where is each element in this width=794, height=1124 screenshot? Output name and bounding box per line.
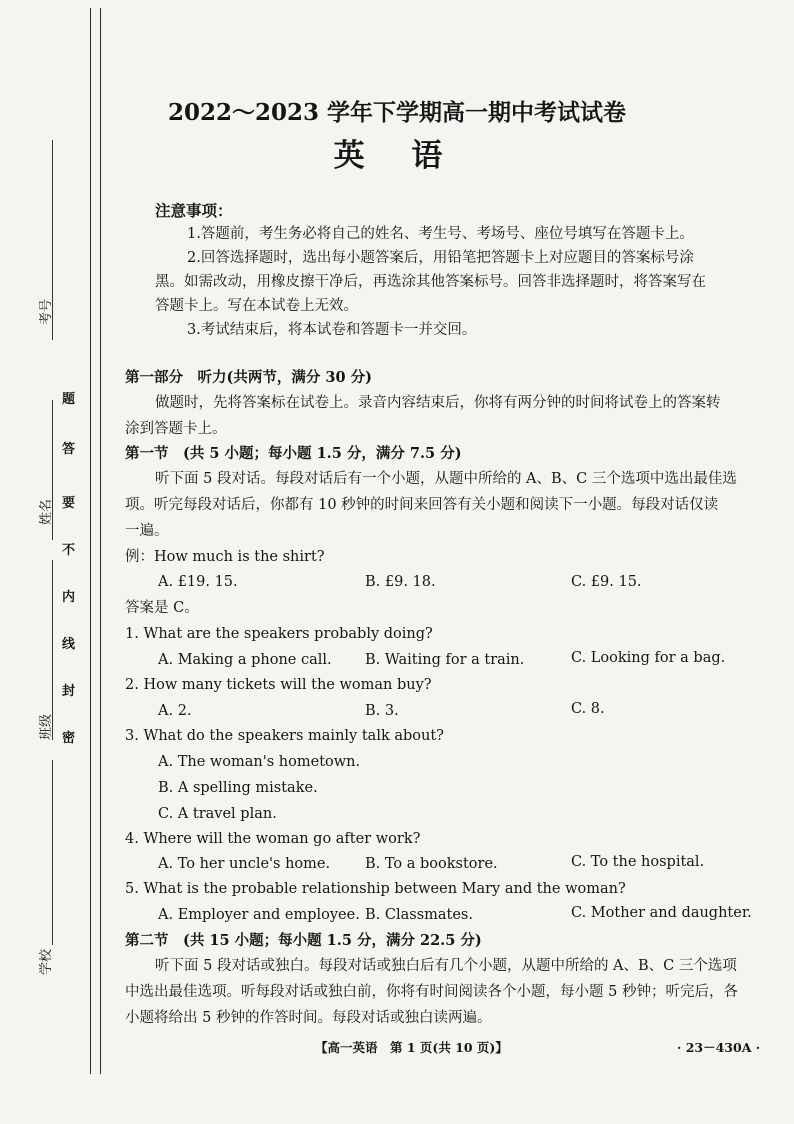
question-option: A. Employer and employee.	[158, 907, 360, 923]
exam-code: · 23－430A ·	[677, 1040, 761, 1055]
field-label-name: 姓名	[39, 498, 54, 525]
part1-intro-line: 涂到答题卡上。	[125, 421, 227, 437]
question-option: C. Looking for a bag.	[571, 650, 726, 666]
section1-heading: 第一节 (共 5 小题；每小题 1.5 分，满分 7.5 分)	[125, 445, 462, 462]
question-option: C. 8.	[571, 701, 605, 717]
seal-char: 题	[62, 392, 76, 407]
seal-char: 线	[62, 637, 76, 652]
seal-char: 封	[62, 684, 76, 699]
example-answer: 答案是 C。	[125, 600, 199, 616]
field-label-school: 学校	[39, 948, 54, 975]
section1-intro-line: 一遍。	[125, 523, 169, 539]
part1-intro-line: 做题时，先将答案标在试卷上。录音内容结束后，你将有两分钟的时间将试卷上的答案转	[155, 395, 721, 411]
question-option: B. 3.	[365, 703, 399, 719]
question-option: C. Mother and daughter.	[571, 905, 752, 921]
question-option: A. Making a phone call.	[158, 652, 332, 668]
example-option: C. £9. 15.	[571, 574, 642, 590]
example-option: B. £9. 18.	[365, 574, 436, 590]
section2-heading: 第二节 (共 15 小题；每小题 1.5 分，满分 22.5 分)	[125, 932, 482, 949]
notice-line: 答题卡上。写在本试卷上无效。	[155, 298, 358, 314]
seal-char: 答	[62, 442, 76, 457]
section1-intro-line: 听下面 5 段对话。每段对话后有一个小题，从题中所给的 A、B、C 三个选项中选出最佳选	[155, 471, 737, 487]
exam-title: 2022～2023 学年下学期高一期中考试试卷	[167, 99, 627, 126]
question-stem: 4. Where will the woman go after work?	[125, 831, 421, 847]
subject-title: 英 语	[333, 138, 461, 174]
question-option: C. A travel plan.	[158, 806, 277, 822]
question-option: A. 2.	[158, 703, 192, 719]
section2-intro-line: 中选出最佳选项。听每段对话或独白前，你将有时间阅读各个小题，每小题 5 秒钟；听完后，各	[125, 984, 738, 1000]
question-stem: 1. What are the speakers probably doing?	[125, 626, 433, 642]
question-stem: 2. How many tickets will the woman buy?	[125, 677, 432, 693]
notice-line: 3.考试结束后，将本试卷和答题卡一并交回。	[187, 322, 477, 338]
question-option: B. A spelling mistake.	[158, 780, 318, 796]
seal-char: 密	[62, 731, 76, 746]
seal-char: 要	[62, 496, 76, 511]
example-question: 例：How much is the shirt?	[125, 549, 325, 565]
question-stem: 5. What is the probable relationship between Mary and the woman?	[125, 881, 626, 897]
seal-char: 不	[62, 543, 76, 558]
field-label-class: 班级	[39, 713, 54, 740]
question-option: B. Waiting for a train.	[365, 652, 525, 668]
question-option: B. To a bookstore.	[365, 856, 498, 872]
notice-heading: 注意事项：	[155, 201, 233, 220]
notice-line: 1.答题前，考生务必将自己的姓名、考生号、考场号、座位号填写在答题卡上。	[187, 226, 694, 242]
page-info: 【高一英语 第 1 页(共 10 页)】	[315, 1040, 508, 1055]
section2-intro-line: 听下面 5 段对话或独白。每段对话或独白后有几个小题，从题中所给的 A、B、C 三个选项	[155, 958, 737, 974]
field-label-exam-number: 考号	[39, 298, 54, 325]
field-line	[52, 760, 53, 945]
section2-intro-line: 小题将给出 5 秒钟的作答时间。每段对话或独白读两遍。	[125, 1010, 492, 1026]
example-option: A. £19. 15.	[158, 574, 238, 590]
section1-intro-line: 项。听完每段对话后，你都有 10 秒钟的时间来回答有关小题和阅读下一小题。每段对话仅读	[125, 497, 719, 513]
part1-heading: 第一部分 听力(共两节，满分 30 分)	[125, 369, 372, 386]
notice-line: 黑。如需改动，用橡皮擦干净后，再选涂其他答案标号。回答非选择题时，将答案写在	[155, 274, 706, 290]
question-option: B. Classmates.	[365, 907, 473, 923]
question-stem: 3. What do the speakers mainly talk about?	[125, 728, 444, 744]
notice-line: 2.回答选择题时，选出每小题答案后，用铅笔把答题卡上对应题目的答案标号涂	[187, 250, 694, 266]
question-option: A. The woman's hometown.	[158, 754, 361, 770]
question-option: C. To the hospital.	[571, 854, 705, 870]
question-option: A. To her uncle's home.	[158, 856, 331, 872]
seal-char: 内	[62, 590, 76, 605]
